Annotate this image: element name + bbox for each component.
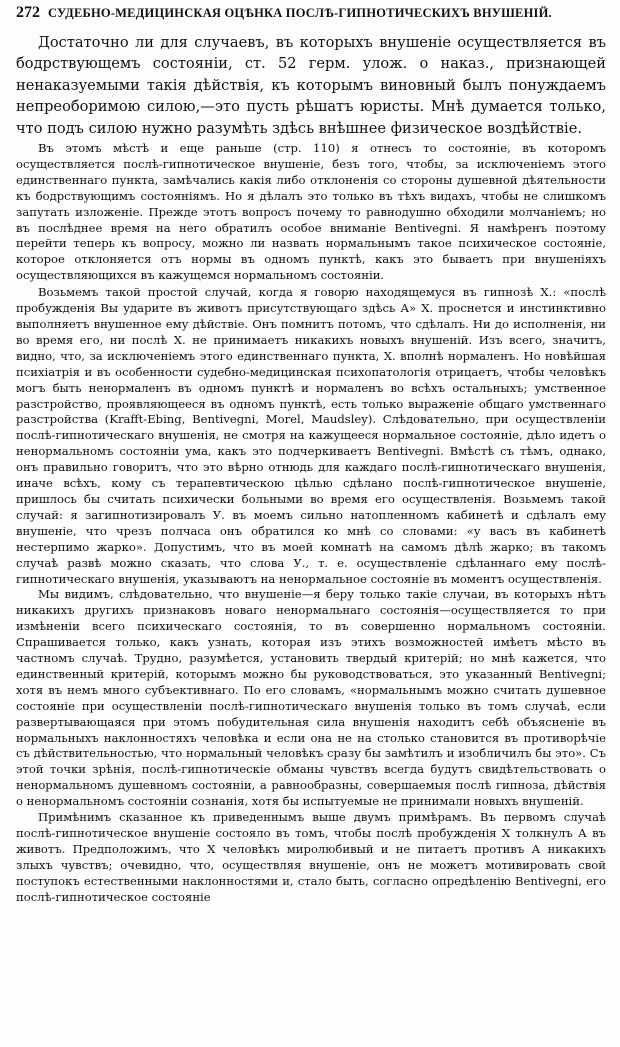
page-number: 272 [16, 4, 40, 21]
lead-paragraph: Достаточно ли для случаевъ, въ которыхъ внушеніе осуществляется въ бодрствующемъ состояніи, ст. 52 герм. улож. о наказ., признающей ненаказуемыми такія дѣйствія, къ которымъ виновный былъ понуждаемъ непреоборимою силою,—это пусть рѣшатъ юристы. Мнѣ думается только, что подъ силою нужно разумѣть здѣсь внѣшнее физическое воздѣйствіе. [16, 34, 606, 137]
body-paragraph-1: Въ этомъ мѣстѣ и еще раньше (стр. 110) я отнесъ то состояніе, въ которомъ осуществляется послѣ-гипнотическое внушеніе, безъ того, чтобы, за исключеніемъ этого единственнаго пункта, замѣчались какія либо отклоненія со стороны душевной дѣятельности къ бодрствующимъ состояніямъ. Но я дѣлалъ это только въ тѣхъ видахъ, чтобы не слишкомъ запутать изложеніе. Прежде этотъ вопросъ почему то равнодушно обходили молчаніемъ; но въ послѣднее время на него обратилъ особое вниманіе Bentivegni. Я намѣренъ поэтому перейти теперь къ вопросу, можно ли назвать нормальнымъ такое психическое состояніе, которое отклоняется отъ нормы въ одномъ пунктѣ, какъ это бываетъ при внушеніяхъ осуществляющихся въ кажущемся нормальномъ состояніи. [16, 141, 606, 283]
running-head: СУДЕБНО-МЕДИЦИНСКАЯ ОЦѢНКА ПОСЛѢ-ГИПНОТИЧЕСКИХЪ ВНУШЕНІЙ. [48, 6, 552, 20]
page-header [16, 4, 606, 22]
body-paragraph-4: Примѣнимъ сказанное къ приведеннымъ выше двумъ примѣрамъ. Въ первомъ случаѣ послѣ-гипнотическое внушеніе состояло въ томъ, чтобы послѣ пробужденія X толкнулъ А въ животъ. Предположимъ, что X человѣкъ миролюбивый и не питаетъ противъ А никакихъ злыхъ чувствъ; очевидно, что, осуществляя внушеніе, онъ не можетъ мотивировать свой поступокъ естественными наклонностями и, стало быть, согласно опредѣленію Bentivegni, его послѣ-гипнотическое состояніе [16, 810, 606, 904]
body-paragraph-3: Мы видимъ, слѣдовательно, что внушеніе—я беру только такіе случаи, въ которыхъ нѣтъ никакихъ другихъ признаковъ новаго ненормальнаго состоянія—осуществляется то при измѣненіи всего психическаго состоянія, то въ совершенно нормальномъ состояніи. Спрашивается только, какъ узнать, которая изъ этихъ возможностей имѣетъ мѣсто въ частномъ случаѣ. Трудно, разумѣется, установить твердый критерій; но мнѣ кажется, что единственный критерій, которымъ можно бы руководствоваться, это указанный Bentivegni; хотя въ немъ много субъективнаго. По его словамъ, «нормальнымъ можно считать душевное состояніе при осуществленіи послѣ-гипнотическаго внушенія только въ томъ случаѣ, если развертывающаяся при этомъ побудительная сила внушенія находитъ себѣ объясненіе въ нормальныхъ наклонностяхъ человѣка и если она не на столько становится въ противорѣчіе съ дѣйствительностью, что нормальный человѣкъ сразу бы замѣтилъ и изобличилъ бы это». Съ этой точки зрѣнія, послѣ-гипнотическіе обманы чувствъ всегда будутъ свидѣтельствовать о ненормальномъ душевномъ состояніи, а равнообразны, совершаемыя послѣ гипноза, дѣйствія о ненормальномъ состояніи сознанія, хотя бы испытуемые не принимали новыхъ внушеній. [16, 587, 606, 809]
body-paragraph-2: Возьмемъ такой простой случай, когда я говорю находящемуся въ гипнозѣ X.: «послѣ пробужденія Вы ударите въ животъ присутствующаго здѣсь А» X. проснется и инстинктивно выполняетъ внушенное ему дѣйствіе. Онъ помнитъ потомъ, что сдѣлалъ. Ни до исполненія, ни во время его, ни послѣ X. не принимаетъ никакихъ новыхъ внушеній. Изъ всего, значитъ, видно, что, за исключеніемъ этого единственнаго пункта, X. вполнѣ нормаленъ. Но новѣйшая психіатрія и въ особенности судебно-медицинская психопатологія отрицаетъ, чтобы человѣкъ могъ быть ненормаленъ въ одномъ пунктѣ и нормаленъ во всѣхъ остальныхъ; умственное разстройство, проявляющееся въ одномъ пунктѣ, есть только выраженіе общаго умственнаго разстройства (Krafft-Ebing, Bentivegni, Morel, Maudsley). Слѣдовательно, при осуществленіи послѣ-гипнотическаго внушенія, не смотря на кажущееся нормальное состояніе, дѣло идетъ о ненормальномъ состояніи ума, какъ это подчеркиваетъ Bentivegni. Вмѣстѣ съ тѣмъ, однако, онъ правильно говоритъ, что это вѣрно отнюдь для каждаго послѣ-гипнотическаго внушенія, иначе всѣхъ, кому съ терапевтическою цѣлью сдѣлано послѣ-гипнотическое внушеніе, пришлось бы считать психически больными во время его осуществленія. Возьмемъ такой случай: я загипнотизировалъ У. въ моемъ сильно натопленномъ кабинетѣ и сдѣлалъ ему внушеніе, что чрезъ полчаса онъ обратился ко мнѣ со словами: «у васъ въ кабинетѣ нестерпимо жарко». Допустимъ, что въ моей комнатѣ на самомъ дѣлѣ жарко; въ такомъ случаѣ развѣ можно сказать, что слова У., т. е. осуществленіе сдѣланнаго ему послѣ-гипнотическаго внушенія, указываютъ на ненормальное состояніе въ моментъ осуществленія. [16, 285, 606, 586]
